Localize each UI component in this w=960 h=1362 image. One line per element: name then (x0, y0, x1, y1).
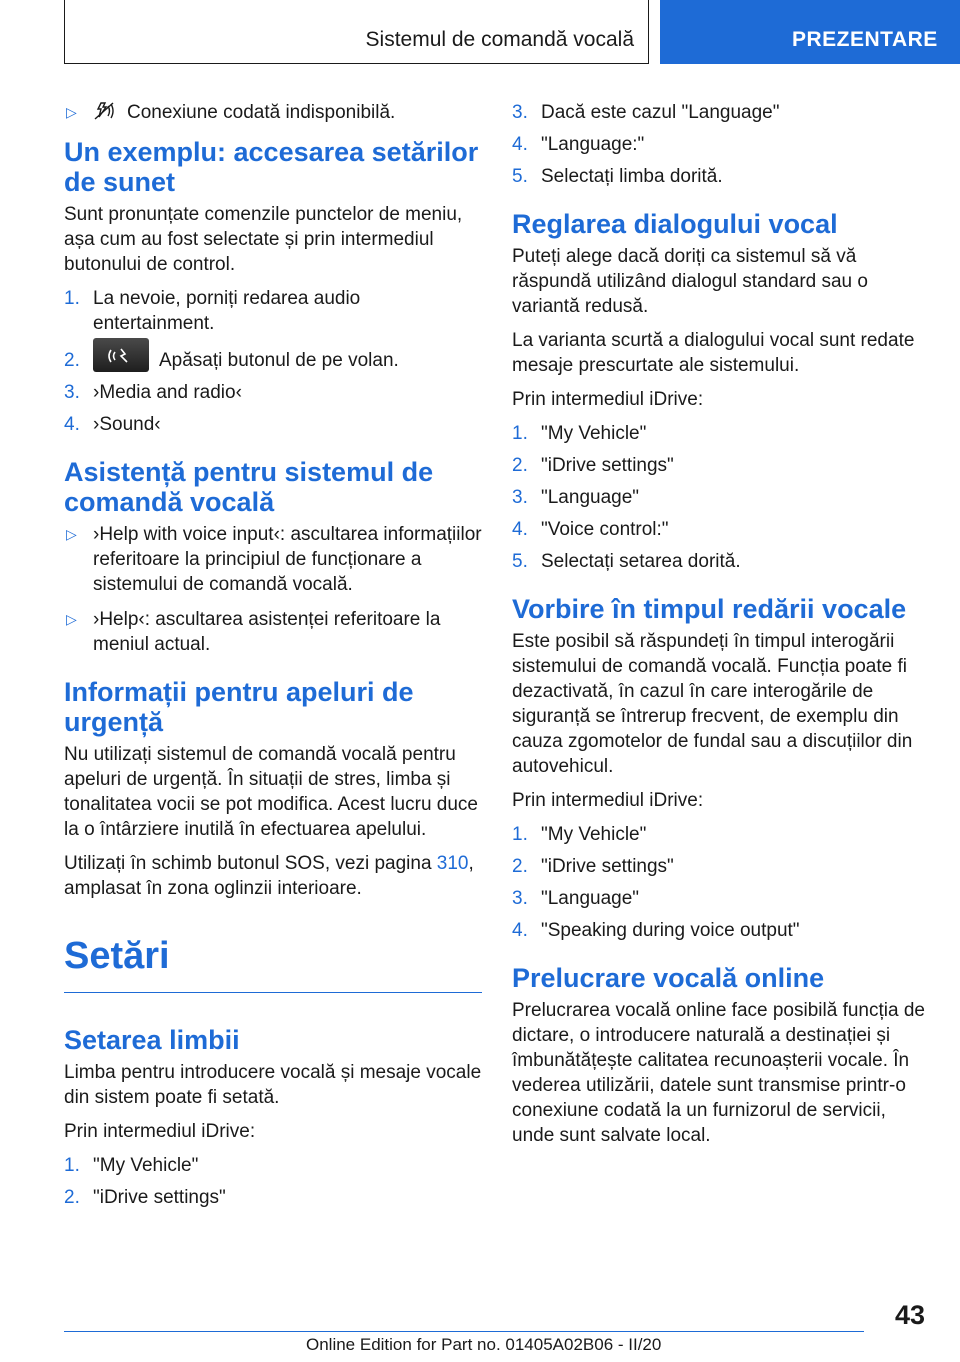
section-heading: Asistență pentru sistemul de comandă vocală (64, 457, 434, 517)
left-column (64, 100, 482, 1219)
paragraph: Sunt pronunțate comenzile punctelor de meniu, așa cum au fost selectate și prin intermediul butonului de control. (64, 204, 463, 275)
list-item: 2. "iDrive settings" (512, 455, 674, 476)
list-item: 3. "Language" (512, 888, 640, 909)
list-item-text: "My Vehicle" (93, 1155, 199, 1176)
voice-control-button-icon (93, 338, 149, 372)
section-heading: Prelucrare vocală online (512, 963, 825, 993)
list-item: 2. "iDrive settings" (64, 1187, 226, 1208)
list-item: 1. "My Vehicle" (64, 1155, 199, 1176)
list-item-text: "Voice control:" (541, 519, 669, 540)
list-item-text: "Language" (541, 487, 640, 508)
paragraph: Este posibil să răspundeți în timpul interogării sistemului de comandă vocală. Funcția poate fi dezactivată, în cazul în care interogările de siguranță se întrerup frecvent, de exemplu din cauza zgomotelor de fundal sau a discuțiilor din autovehicul. (512, 631, 913, 777)
section-heading: Vorbire în timpul redării vocale (512, 594, 907, 624)
list-item: 4. "Speaking during voice output" (512, 920, 800, 941)
list-item-text: Selectați setarea dorită. (541, 551, 741, 572)
list-item-text: Apăsați butonul de pe volan. (159, 350, 399, 371)
page-number: 43 (895, 1300, 926, 1330)
paragraph: Utilizați în schimb butonul SOS, vezi pagina 310, amplasat în zona oglinzii interioare. (64, 853, 474, 899)
list-item: 4. "Language:" (512, 134, 645, 155)
chapter-rule (64, 992, 482, 993)
list-item-text: "iDrive settings" (541, 856, 674, 877)
chapter-title: PREZENTARE (792, 28, 938, 51)
list-item-text: "Speaking during voice output" (541, 920, 800, 941)
list-item-text: La nevoie, porniți redarea audio entertainment. (93, 288, 361, 334)
list-item: 3. Dacă este cazul "Language" (512, 102, 780, 123)
list-item-text: "Language:" (541, 134, 645, 155)
list-item: 1. "My Vehicle" (512, 824, 647, 845)
list-item: 3. ›Media and radio‹ (64, 382, 242, 403)
note-text: Conexiune codată indisponibilă. (127, 102, 396, 123)
list-item: 4. "Voice control:" (512, 519, 669, 540)
list-item: 1. "My Vehicle" (512, 423, 647, 444)
chapter-tab[interactable] (660, 0, 960, 64)
list-item-text: "iDrive settings" (93, 1187, 226, 1208)
paragraph: Puteți alege dacă doriți ca sistemul să vă răspundă utilizând dialogul standard sau o variantă redusă. (512, 246, 868, 317)
section-heading: Informații pentru apeluri de urgență (64, 677, 414, 737)
bullet-text: ›Help‹: ascultarea asistenței referitoare la meniul actual. (93, 609, 441, 655)
triangle-bullet-icon: ▷ (66, 526, 77, 542)
footer-edition: Online Edition for Part no. 01405A02B06 - II/20 (306, 1335, 662, 1354)
list-item-text: Selectați limba dorită. (541, 166, 723, 187)
triangle-bullet-icon: ▷ (66, 104, 77, 120)
list-item: 4. ›Sound‹ (64, 414, 161, 435)
paragraph: Prelucrarea vocală online face posibilă funcția de dictare, o introducere naturală a destinației și îmbunătățește calitatea recunoașterii vocale. În vederea utilizării, datele sunt transmise printr-o conexiune codată la un furnizorul de servicii, unde sunt salvate local. (512, 1000, 925, 1146)
chapter-heading: Setări (64, 935, 170, 977)
list-item-text: ›Media and radio‹ (93, 382, 242, 403)
list-item-text: ›Sound‹ (93, 414, 161, 435)
list-item-text: Dacă este cazul "Language" (541, 102, 780, 123)
paragraph: Prin intermediul iDrive: (512, 790, 704, 811)
note-item (64, 100, 482, 128)
microphone-off-icon (93, 101, 115, 128)
list-item: 5. Selectați setarea dorită. (512, 551, 741, 572)
list-item: 3. "Language" (512, 487, 640, 508)
list-item: 2. Apăsați butonul de pe volan. (64, 348, 482, 373)
section-title: Sistemul de comandă vocală (365, 28, 634, 51)
bullet-item (64, 522, 482, 597)
paragraph: Nu utilizați sistemul de comandă vocală pentru apeluri de urgență. În situații de stres, limba și tonalitatea vocii se pot modifica. Acest lucru duce la o întârziere inutilă în efectuarea apelului. (64, 744, 479, 840)
paragraph: Limba pentru introducere vocală și mesaje vocale din sistem poate fi setată. (64, 1062, 482, 1108)
right-column (512, 100, 926, 1157)
page-link[interactable]: 310 (436, 853, 469, 874)
list-item: 2. "iDrive settings" (512, 856, 674, 877)
bullet-text: ›Help with voice input‹: ascultarea informațiilor referitoare la principiul de funcționare a sistemului de comandă vocală. (93, 524, 482, 595)
section-heading: Reglarea dialogului vocal (512, 209, 838, 239)
section-heading: Un exemplu: accesarea setărilor de sunet (64, 137, 479, 197)
header-section-box (64, 0, 649, 64)
list-item-text: "iDrive settings" (541, 455, 674, 476)
triangle-bullet-icon: ▷ (66, 611, 77, 627)
paragraph: La varianta scurtă a dialogului vocal sunt redate mesaje prescurtate ale sistemului. (512, 330, 915, 376)
list-item-text: "My Vehicle" (541, 423, 647, 444)
list-item-text: "Language" (541, 888, 640, 909)
list-item-text: "My Vehicle" (541, 824, 647, 845)
list-item: 1. La nevoie, porniți redarea audio entertainment. (64, 288, 361, 334)
section-heading: Setarea limbii (64, 1025, 240, 1055)
list-item: 5. Selectați limba dorită. (512, 166, 723, 187)
footer-rule (64, 1331, 864, 1332)
bullet-item (64, 607, 482, 657)
paragraph: Prin intermediul iDrive: (64, 1121, 256, 1142)
paragraph: Prin intermediul iDrive: (512, 389, 704, 410)
